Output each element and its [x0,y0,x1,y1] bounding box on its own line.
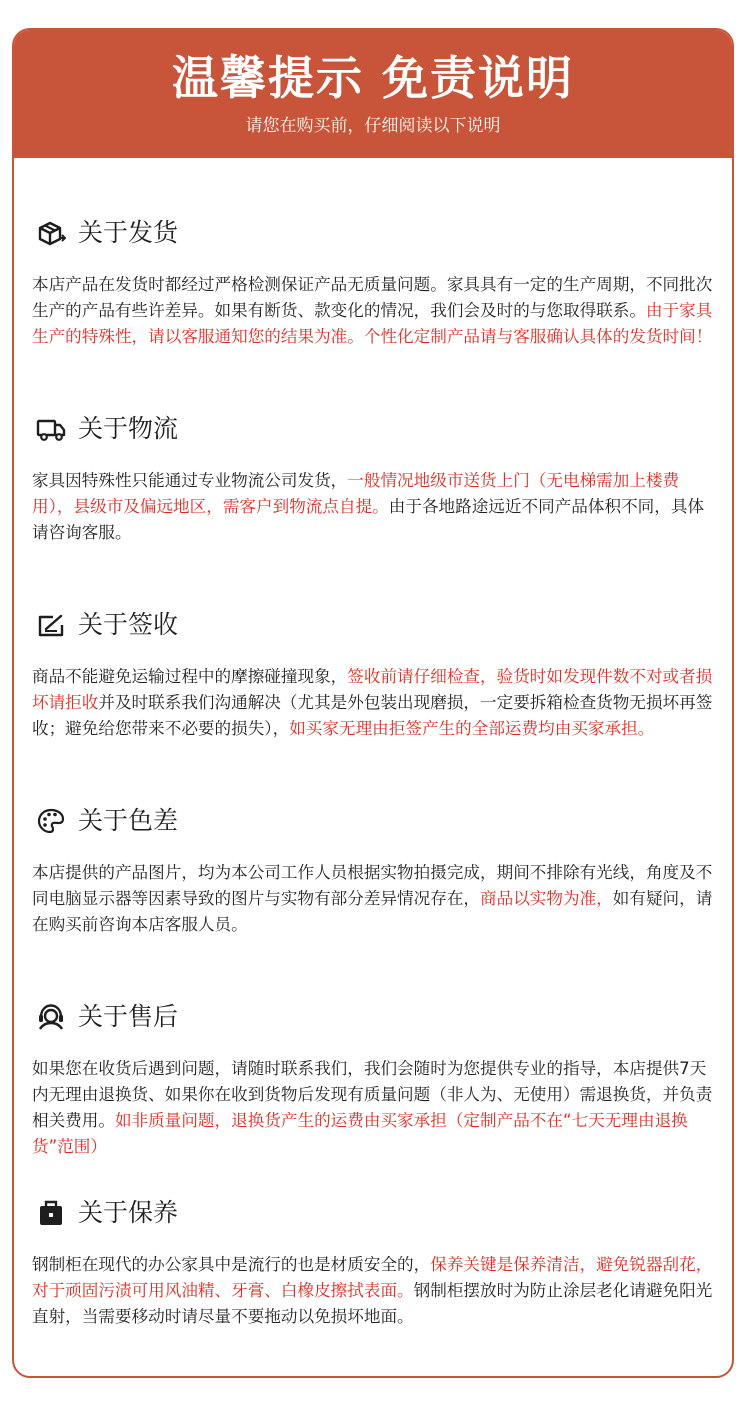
section-header [32,606,716,644]
section-body [32,1056,716,1160]
body-highlight: 商品以实物为准， [480,889,613,908]
body-highlight: 如买家无理由拒签产生的全部运费均由买家承担。 [289,719,655,738]
truck-icon [36,414,66,444]
section-title: 关于签收 [78,610,179,639]
section-title: 关于发货 [78,218,179,247]
section-header [32,1194,716,1232]
section-body [32,664,716,742]
banner-title: 温馨提示 免责说明 [171,51,574,105]
banner-subtitle: 请您在购买前，仔细阅读以下说明 [245,116,501,136]
section-title: 关于售后 [78,1002,179,1031]
section-shipping [32,214,716,350]
body-text: 本店产品在发货时都经过严格检测保证产品无质量问题。家具具有一定的生产周期，不同批次生产的产品有些许差异。如果有断货、款变化的情况，我们会及时的与您取得联系。 [32,275,713,320]
body-text: 并及时联系我们沟通解决（尤其是外包装出现磨损，一定要拆箱检查货物无损坏再签收；避免给您带来不必要的损失）， [32,693,713,738]
body-highlight: 签收前请仔细检查，验货时如发现件数不对或者损坏请拒收 [32,667,713,712]
section-body [32,272,716,350]
body-text: 如果您在收货后遇到问题，请随时联系我们，我们会随时为您提供专业的指导，本店提供7天内无理由退换货、如果你在收到货物后发现有质量问题（非人为、无使用）需退换货，并负责相关费用。 [32,1059,713,1130]
body-text: 商品不能避免运输过程中的摩擦碰撞现象， [32,667,348,686]
body-text: 家具因特殊性只能通过专业物流公司发货， [32,471,348,490]
palette-icon [36,806,66,836]
body-text: 如有疑问，请在购买前咨询本店客服人员。 [32,889,713,934]
section-header [32,410,716,448]
body-text: 本店提供的产品图片，均为本公司工作人员根据实物拍摄完成，期间不排除有光线，角度及不同电脑显示器等因素导致的图片与实物有部分差异情况存在， [32,863,713,908]
section-title: 关于色差 [78,806,179,835]
body-highlight: 保养关键是保养清洁，避免锐器刮花，对于顽固污渍可用风油精、牙膏、白橡皮擦拭表面。 [32,1255,713,1300]
section-body [32,860,716,938]
sign-icon [36,610,66,640]
headset-icon [36,1002,66,1032]
section-header [32,214,716,252]
section-title: 关于保养 [78,1198,179,1227]
body-highlight: 一般情况地级市送货上门（无电梯需加上楼费用），县级市及偏远地区，需客户到物流点自提。 [32,471,680,516]
section-body [32,1252,716,1330]
bag-icon [36,1198,66,1228]
section-logistics [32,410,716,546]
section-header [32,998,716,1036]
box-icon [36,218,66,248]
section-signing [32,606,716,742]
body-text: 由于各地路途远近不同产品体积不同，具体请咨询客服。 [32,497,705,542]
body-highlight: 如非质量问题，退换货产生的运费由买家承担（定制产品不在“七天无理由退换货”范围） [32,1111,688,1156]
section-title: 关于物流 [78,414,179,443]
section-after-sales [32,998,716,1160]
header-banner [14,30,732,158]
body-highlight: 由于家具生产的特殊性，请以客服通知您的结果为准。个性化定制产品请与客服确认具体的发货时间！ [32,301,713,346]
body-text: 钢制柜摆放时为防止涂层老化请避免阳光直射，当需要移动时请尽量不要拖动以免损坏地面。 [32,1281,713,1326]
section-maintenance [32,1194,716,1330]
body-text: 钢制柜在现代的办公家具中是流行的也是材质安全的， [32,1255,431,1274]
section-header [32,802,716,840]
section-body [32,468,716,546]
section-color-difference [32,802,716,938]
